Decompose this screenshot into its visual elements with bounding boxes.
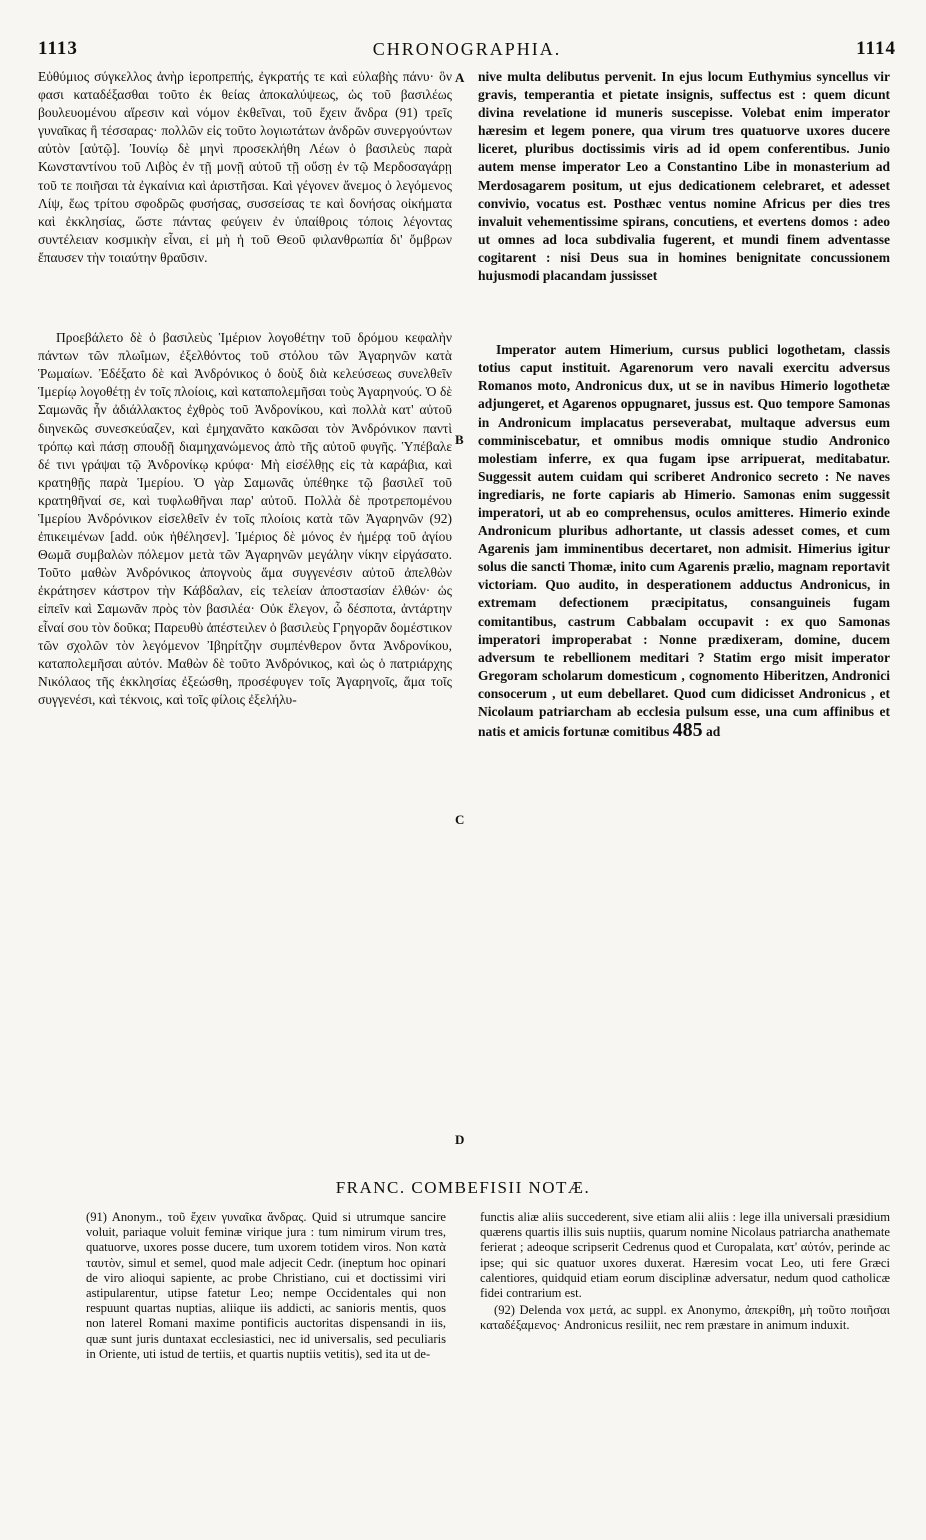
notes-right-column	[480, 1210, 890, 1334]
page-header	[38, 34, 896, 64]
note-91-continued: functis aliæ aliis succederent, sive etiam alii aliis : lege illa universali præsidium quærens quartis illis suis nuptiis, quarum nomine Nicolaus patriarcha anathemate ferierat ; adeoque scripserit Cedrenus quod et Curopalata, κατ' αὐτόν, perinde ac ipse; qui sic quatuor uxores duxerat. Hæresim vocat Leo, uti fere Græci calentiores, quidquid etiam eorum disciplinæ adversatur, nedum quod catholicæ fidei contrarium est.	[480, 1210, 890, 1301]
greek-paragraph-1: Εὐθύμιος σύγκελλος ἀνὴρ ἱεροπρεπής, ἐγκρατής τε καὶ εὐλαβὴς πάνυ· ὃν φασι καταδέξασθαι τοῦτο ἐκ θείας ἀποκαλύψεως, ὡς τοῦ βασιλέως βουλευομένου αἵρεσιν καὶ νόμον ἐκθεῖναι, τοῦ ἔχειν ἄνδρα (91) τρεῖς γυναῖκας ἢ τέσσαρας· πολλῶν εἰς τοῦτο λογιωτάτων ἀνδρῶν συνεργούντων αὐτὸν [αὐτῷ]. Ἰουνίῳ δὲ μηνὶ προσεκλήθη Λέων ὁ βασιλεὺς παρὰ Κωνσταντίνου τοῦ Λιβὸς ἐν τῇ μονῇ αὐτοῦ τῇ οὔσῃ ἐν τῷ Μερδοσαγάρῃ τοῦ τε ποιῆσαι τὰ ἐγκαίνια καὶ ἀριστῆσαι. Καὶ γέγονεν ἄνεμος ὁ λεγόμενος Λίψ, ἕως τρίτου σφοδρῶς φυσήσας, συσσείσας τε καὶ δονήσας οἰκήματα καὶ ἐκκλησίας, ὥστε πάντας φεύγειν ἐν ὑπαίθροις τόποις λέγοντας συντέλειαν κοσμικὴν εἶναι, εἰ μὴ ἡ τοῦ Θεοῦ φιλανθρωπία δι' ὄμβρων ἔπαυσεν τὴν τοιαύτην θραῦσιν.	[38, 69, 452, 265]
margin-marker-b: B	[455, 432, 464, 447]
running-title: CHRONOGRAPHIA.	[372, 38, 562, 59]
note-91: (91) Anonym., τοῦ ἔχειν γυναῖκα ἄνδρας. Quid si utrumque sancire voluit, pariaque voluit feminæ virique jura : tum nimirum virum tres, quatuorve, uxores posse ducere, tum uxorem totidem viros. Non κατὰ ταυτὸν, simul et semel, quod male adjecit Cedr. (ineptum hoc opinari de viro alioqui sapiente, ac probe Christiano, cui et doctissimi viri astipularentur, utipse fatetur Leo; nempe Occidentales qui non respuunt quartas nuptias, aliique iis addicti, ac sanioris mentis, quos non laterel Romani maxime pontificis auctoritas dispensandi in iis, quæ sunt juris duntaxat ecclesiastici, nec id universalis, sed peculiaris in Oriente, uti istud de tertiis, et quartis nuptiis vetitis), sed ita ut de-	[86, 1210, 446, 1361]
page-marker-number: 485	[672, 719, 703, 742]
right-page-number: 1114	[856, 38, 896, 59]
note-92: (92) Delenda vox μετά, ac suppl. ex Anonymo, ἀπεκρίθη, μὴ τοῦτο ποιῆσαι καταδέξαμενος· Andronicus resiliit, nec rem præstare in animum induxit.	[480, 1303, 890, 1333]
notes-title: FRANC. COMBEFISII NOTÆ.	[335, 1178, 591, 1197]
margin-marker-c: C	[455, 812, 465, 827]
greek-column	[38, 68, 452, 709]
notes-left-column	[86, 1210, 446, 1362]
greek-paragraph-2: Προεβάλετο δὲ ὁ βασιλεὺς Ἱμέριον λογοθέτην τοῦ δρόμου κεφαλὴν πάντων τῶν πλωΐμων, ἐξελθόντος τοῦ στόλου τῶν Ἀγαρηνῶν κατὰ Ῥωμαίων. Ἐδέξατο δὲ καὶ Ἀνδρόνικος ὁ δοὺξ διὰ κελεύσεως συνελθεῖν Ἱμερίῳ λογοθέτῃ ἐν τοῖς πλοίοις, καὶ καταπολεμῆσαι τοὺς Ἀγαρηνούς. Ὁ δὲ Σαμωνᾶς ἦν ἀδιάλλακτος ἐχθρὸς τοῦ Ἀνδρονίκου, καὶ πολλὰ κατ' αὐτοῦ διηνεκῶς συνεσκεύαζεν, καὶ ἐμηχανᾶτο κακῶσαι τὸν Ἀνδρόνικον παντὶ τρόπῳ καὶ πάσῃ σπουδῇ διαμηχανώμενος ἀπὸ τῆς αὐτοῦ φυγῆς. Ὑπέβαλε δέ τινι γράψαι τῷ Ἀνδρονίκῳ κρύφα· Μὴ εἰσέλθῃς εἰς τὰ καράβια, καὶ κρατηθῇς παρὰ Ἱμερίου. Ὁ γὰρ Σαμωνᾶς ὑπέθηκε τῷ βασιλεῖ τοῦ κρατηθῆναί σε, καὶ τυφλωθῆναι παρ' αὐτοῦ. Πολλὰ δὲ προτρεπομένου Ἱμερίου Ἀνδρόνικον εἰσελθεῖν ἐν τοῖς πλοίοις κατὰ τῶν Ἀγαρηνῶν (92) ἐπικειμένων [add. οὐκ ἠθέλησεν]. Ἱμέριος δὲ μόνος ἐν ἡμέρᾳ τοῦ ἁγίου Θωμᾶ συμβαλὼν πόλεμον μετὰ τῶν Ἀγαρηνῶν μεγάλην νίκην εἰργάσατο. Τοῦτο μαθὼν Ἀνδρόνικος ἀπογνοὺς ἅμα συγγενέσιν αὐτοῦ ἀπελθὼν ἐκράτησεν κάστρον τὴν Κάβδαλαν, εἰς τελείαν ἀποστασίαν ἐλθών· ὡς εἰπεῖν καὶ Σαμωνᾶν πρὸς τὸν βασιλέα· Οὐκ ἔλεγον, ὦ δέσποτα, ἀντάρτην εἶναί σου τὸν δοῦκα; Παρευθὺ ἀπέστειλεν ὁ βασιλεὺς Γρηγορᾶν δομέστικον τῶν σχολῶν τὸν λεγόμενον Ἰβηρίτζην συμπένθερον ὄντα Ἀνδρονίκου, καταπολεμῆσαι αὐτόν. Μαθὼν δὲ τοῦτο Ἀνδρόνικος, καὶ ὡς ὁ πατριάρχης Νικόλαος τῆς ἐκκλησίας ἐξεώσθη, προσέφυγεν τοῖς Ἀγαρηνοῖς, ἅμα τοῖς συγγενέσι, καὶ τέκνοις, καὶ τοῖς φίλοις ἐξελήλυ-	[38, 330, 452, 707]
latin-paragraph-1: nive multa delibutus pervenit. In ejus locum Euthymius syncellus vir gravis, temperantia et pietate insignis, suffectus est : quem dicunt divina revelatione id muneris suscepisse. Volebat enim imperator hæresim et legem ponere, qua virum tres quatuorve uxores ducere liceret, pluribus doctissimis viris ad id opem conferentibus. Junio autem mense imperator Leo a Constantino Libe in monasterium ad Merdosagarem positum, ut ejus dedicationem celebraret, et adesset convivio, vocatus est. Posthæc ventus nomine Africus per dies tres invaluit vehementissime spirans, concutiens, et evertens domos : adeo ut omnes ad loca subdivalia fugerent, et mundi finem adventasse cogitarent : nisi Deus sua in homines benignitate concussionem hujusmodi placandam jussisset	[478, 69, 890, 284]
latin-column	[478, 68, 890, 741]
margin-marker-a: A	[455, 70, 465, 85]
latin-paragraph-2-text: Imperator autem Himerium, cursus publici logothetam, classis totius caput instituit. Agarenorum vero navali exercitu adversus Romanos moto, Andronicus dux, ut se in navibus Himerio logothetæ adjungeret, et Agarenos oppugnaret, jussus est. Quo tempore Samonas in Andronicum implacatus perseverabat, multaque adversus eum comminiscebatur, et omnibus modis omnique studio Andronico molestiam inferre, ex qua fugam ipse arripuerat, meditabatur. Suggessit autem cuidam qui scriberet Andronico secreto : Ne naves ingrediaris, ne forte capiaris ab Himerio. Samonas enim suggessit imperatori, ut ab eo comprehensus, oculos amitteres. Himerio exinde Andronicum pluribus adhortante, ut classis adesset comes, et cum Agarenis jam imminentibus decertaret, non admisit. Himerius igitur solus die sancti Thomæ, inito cum Agarenis prælio, magnam reportavit victoriam. Quo audito, in desperationem adductus Andronicus, in extremam defectionem præcipitatus, consanguineis fugam comitantibus, castrum Cabbalam occupavit : ex quo Samonas imperatori improperabat : Nonne prædixeram, domine, ducem adversum te rebellionem meditari ? Statim ergo misit imperator Gregoram scholarum domesticum , cognomento Hiberitzen, Andronici consocerum , ut eum debellaret. Quod cum didicisset Andronicus , et Nicolaum patriarcham ab ecclesia pulsum esse, una cum affinibus et natis et amicis fortunæ comitibus	[478, 342, 890, 740]
left-page-number: 1113	[38, 38, 78, 59]
latin-paragraph-2	[478, 341, 890, 741]
latin-trailing-word: ad	[706, 724, 721, 740]
margin-marker-d: D	[455, 1132, 465, 1147]
